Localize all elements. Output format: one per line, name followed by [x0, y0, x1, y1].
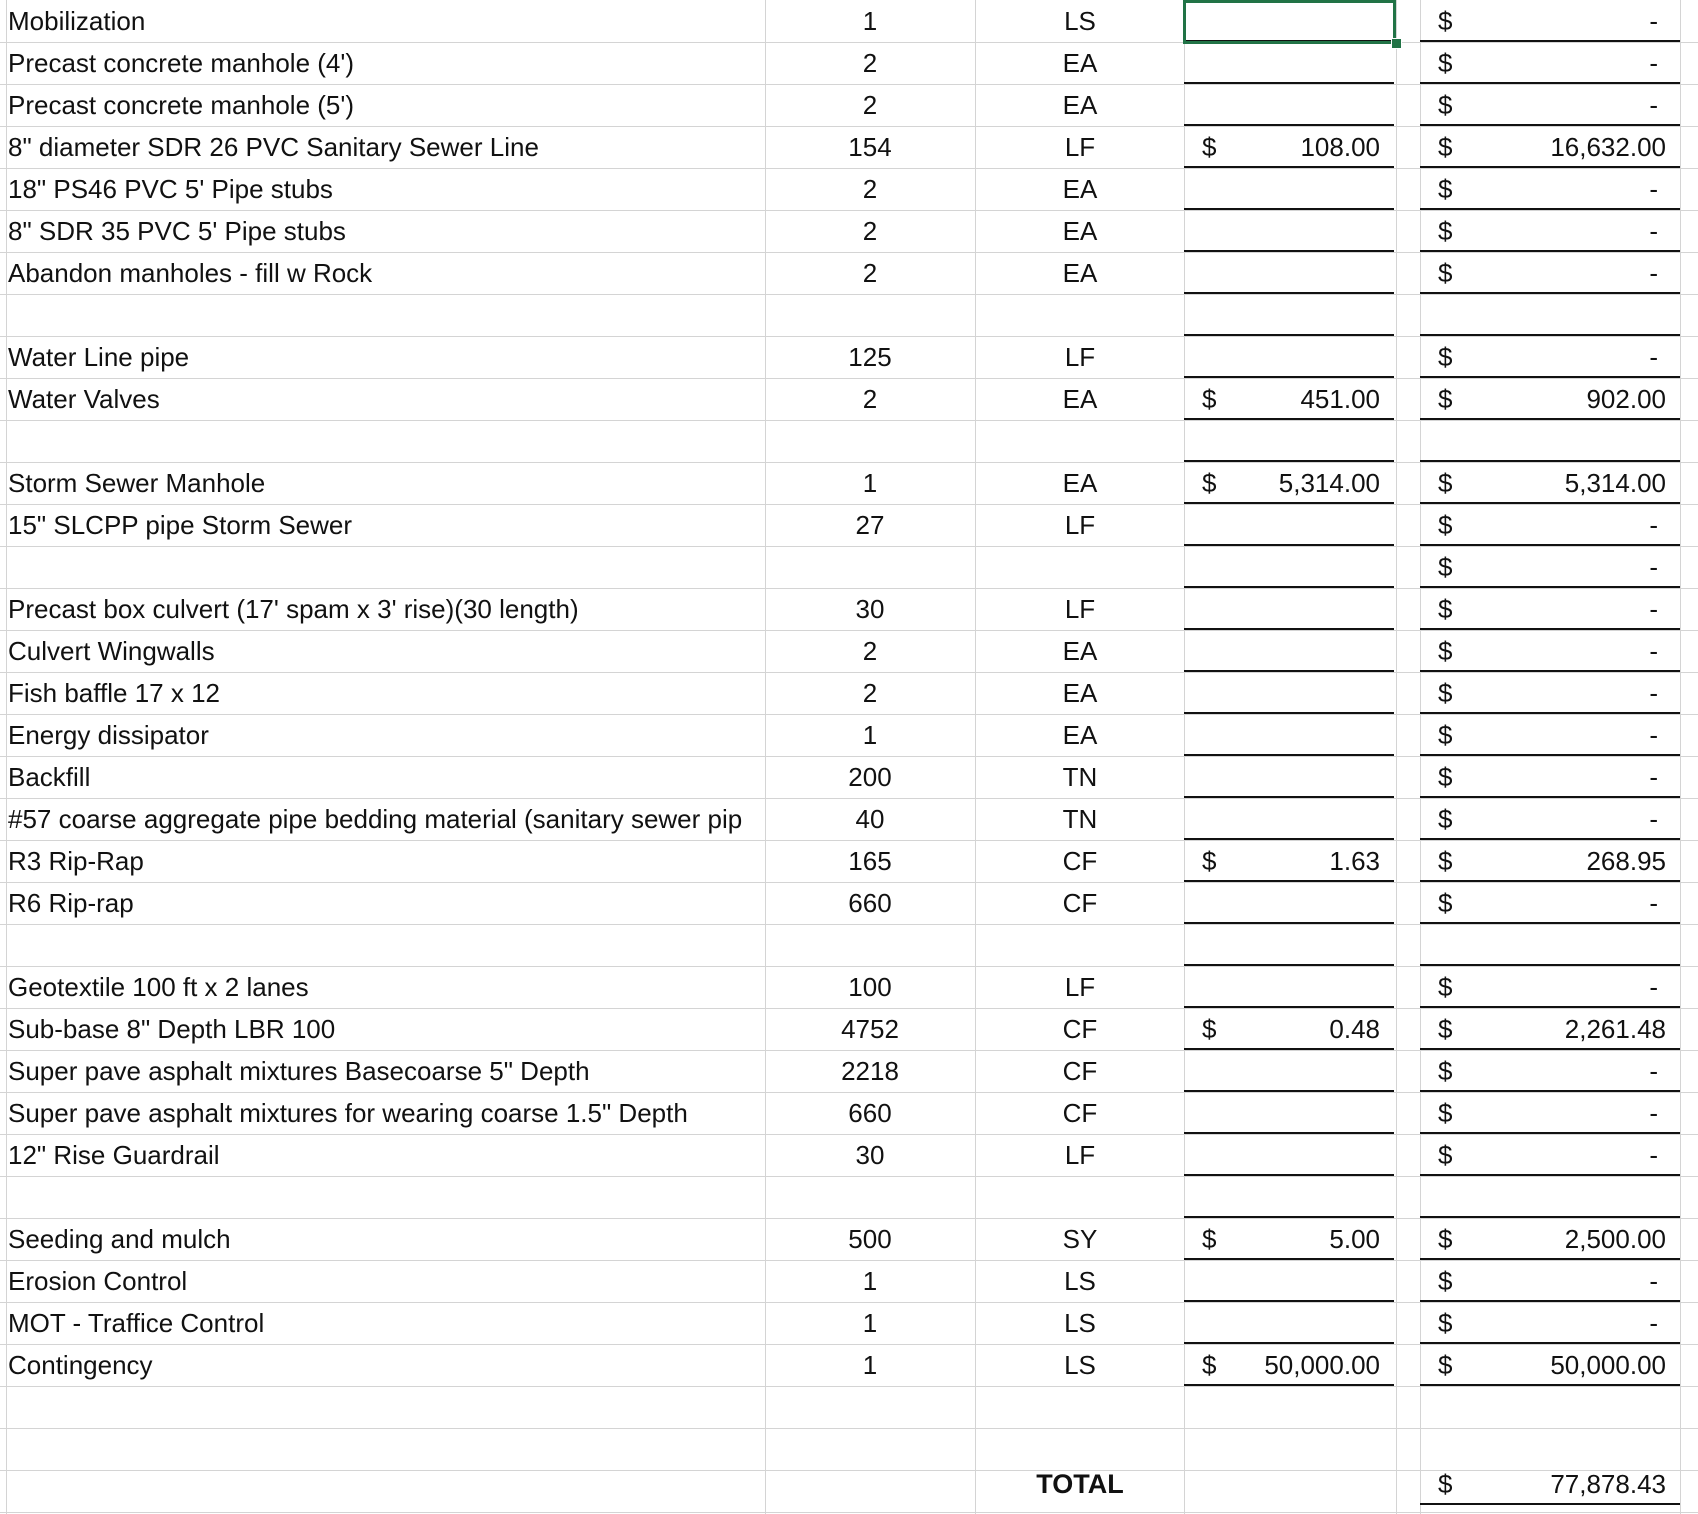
unit-price-cell[interactable] — [1184, 630, 1394, 672]
amount-cell[interactable] — [1420, 462, 1680, 504]
description-cell[interactable]: R6 Rip-rap — [8, 888, 134, 918]
unit-price-cell[interactable] — [1184, 1218, 1394, 1260]
unit-cell[interactable]: LS — [1064, 6, 1096, 36]
unit-cell[interactable]: LF — [1064, 510, 1096, 540]
amount-cell[interactable] — [1420, 168, 1680, 210]
table-row — [0, 798, 1698, 840]
quantity-cell[interactable] — [765, 924, 975, 966]
amount-currency: $ — [1438, 1140, 1453, 1170]
table-row — [0, 168, 1698, 210]
unit-cell[interactable]: CF — [1062, 888, 1098, 918]
amount-value: 5,314.00 — [1564, 468, 1666, 498]
amount-cell[interactable] — [1420, 1092, 1680, 1134]
amount-value: - — [1649, 1056, 1658, 1086]
amount-cell[interactable] — [1420, 672, 1680, 714]
description-cell[interactable] — [8, 420, 763, 462]
amount-currency: $ — [1438, 1056, 1453, 1086]
table-row — [0, 966, 1698, 1008]
amount-currency: $ — [1438, 720, 1453, 750]
unit-price-cell[interactable] — [1184, 672, 1394, 714]
amount-currency: $ — [1438, 6, 1453, 36]
amount-currency: $ — [1438, 1224, 1453, 1254]
amount-value: - — [1649, 762, 1658, 792]
table-row — [0, 84, 1698, 126]
unit-price-cell[interactable] — [1184, 168, 1394, 210]
amount-currency: $ — [1438, 174, 1453, 204]
amount-cell[interactable] — [1420, 630, 1680, 672]
amount-cell[interactable] — [1420, 294, 1680, 336]
unit-cell[interactable]: LF — [1064, 132, 1096, 162]
amount-currency: $ — [1438, 90, 1453, 120]
amount-value: - — [1649, 216, 1658, 246]
table-row — [0, 1260, 1698, 1302]
description-cell[interactable]: R3 Rip-Rap — [8, 846, 144, 876]
amount-value: - — [1649, 972, 1658, 1002]
unit-cell[interactable] — [975, 294, 1185, 336]
amount-currency: $ — [1438, 1266, 1453, 1296]
description-cell[interactable]: MOT - Traffice Control — [8, 1308, 265, 1338]
amount-cell[interactable] — [1420, 1302, 1680, 1344]
table-row — [0, 714, 1698, 756]
description-cell[interactable]: 8" SDR 35 PVC 5' Pipe stubs — [8, 216, 346, 246]
quantity-cell[interactable]: 2 — [862, 636, 878, 666]
amount-cell[interactable] — [1420, 420, 1680, 462]
amount-cell[interactable] — [1420, 714, 1680, 756]
amount-value: 2,261.48 — [1564, 1014, 1666, 1044]
description-cell[interactable]: Energy dissipator — [8, 720, 209, 750]
quantity-cell[interactable]: 2218 — [841, 1056, 899, 1086]
unit-cell[interactable] — [975, 420, 1185, 462]
amount-value: 16,632.00 — [1550, 132, 1666, 162]
total-label[interactable]: TOTAL — [1036, 1469, 1124, 1499]
unit-price: 0.48 — [1329, 1014, 1380, 1044]
amount-cell[interactable] — [1420, 1176, 1680, 1218]
amount-value: - — [1649, 48, 1658, 78]
amount-value: - — [1649, 258, 1658, 288]
quantity-cell[interactable]: 1 — [862, 468, 878, 498]
quantity-cell[interactable]: 154 — [848, 132, 892, 162]
unit-price-cell[interactable] — [1184, 1302, 1394, 1344]
description-cell[interactable]: Precast box culvert (17' spam x 3' rise)(30 length) — [8, 594, 579, 624]
row-gridline — [0, 1386, 1698, 1387]
unit-price-cell[interactable] — [1184, 546, 1394, 588]
amount-cell[interactable] — [1420, 126, 1680, 168]
unit-price-cell[interactable] — [1184, 378, 1394, 420]
unit-price: 5,314.00 — [1278, 468, 1380, 498]
description-cell[interactable]: Precast concrete manhole (4') — [8, 48, 355, 78]
amount-value: - — [1649, 594, 1658, 624]
table-row — [0, 924, 1698, 966]
description-cell[interactable]: Mobilization — [8, 6, 146, 36]
row-gridline — [0, 1428, 1698, 1429]
description-cell[interactable]: Storm Sewer Manhole — [8, 468, 266, 498]
amount-currency: $ — [1438, 972, 1453, 1002]
amount-cell[interactable] — [1420, 336, 1680, 378]
amount-cell[interactable] — [1420, 378, 1680, 420]
description-cell[interactable]: 8" diameter SDR 26 PVC Sanitary Sewer Line — [8, 132, 539, 162]
description-cell[interactable] — [8, 1176, 763, 1218]
amount-cell[interactable] — [1420, 756, 1680, 798]
unit-price-cell[interactable] — [1184, 714, 1394, 756]
quantity-cell[interactable] — [765, 546, 975, 588]
table-row — [0, 42, 1698, 84]
description-cell[interactable]: Backfill — [8, 762, 91, 792]
amount-currency: $ — [1438, 468, 1453, 498]
amount-cell[interactable] — [1420, 966, 1680, 1008]
quantity-cell[interactable]: 1 — [862, 1308, 878, 1338]
amount-value: - — [1649, 1140, 1658, 1170]
amount-cell[interactable] — [1420, 0, 1680, 42]
quantity-cell[interactable]: 30 — [855, 1140, 885, 1170]
quantity-cell[interactable]: 2 — [862, 258, 878, 288]
description-cell[interactable]: Water Line pipe — [8, 342, 190, 372]
amount-value: - — [1649, 720, 1658, 750]
amount-cell[interactable] — [1420, 1344, 1680, 1386]
unit-cell[interactable] — [975, 924, 1185, 966]
quantity-cell[interactable] — [765, 1176, 975, 1218]
quantity-cell[interactable]: 500 — [848, 1224, 892, 1254]
description-cell[interactable]: Contingency — [8, 1350, 153, 1380]
description-cell[interactable]: Water Valves — [8, 384, 160, 414]
price-currency: $ — [1202, 132, 1217, 162]
amount-currency: $ — [1438, 636, 1453, 666]
unit-price-cell[interactable] — [1184, 756, 1394, 798]
unit-price-cell[interactable] — [1184, 420, 1394, 462]
unit-cell[interactable]: EA — [1062, 720, 1098, 750]
amount-value: 50,000.00 — [1550, 1350, 1666, 1380]
unit-cell[interactable]: EA — [1062, 48, 1098, 78]
total-row — [0, 1463, 1698, 1505]
unit-price-cell[interactable] — [1184, 798, 1394, 840]
unit-price-cell[interactable] — [1184, 126, 1394, 168]
quantity-cell[interactable]: 1 — [862, 6, 878, 36]
quantity-cell[interactable]: 125 — [848, 342, 892, 372]
price-currency: $ — [1202, 846, 1217, 876]
unit-cell[interactable]: CF — [1062, 1098, 1098, 1128]
total-currency: $ — [1438, 1469, 1453, 1499]
unit-price-cell[interactable] — [1184, 1092, 1394, 1134]
unit-price-cell[interactable] — [1184, 1008, 1394, 1050]
description-cell[interactable]: Erosion Control — [8, 1266, 188, 1296]
unit-cell[interactable]: LF — [1064, 594, 1096, 624]
unit-price-cell[interactable] — [1184, 1344, 1394, 1386]
amount-cell[interactable] — [1420, 210, 1680, 252]
amount-cell[interactable] — [1420, 42, 1680, 84]
amount-currency: $ — [1438, 342, 1453, 372]
quantity-cell[interactable]: 1 — [862, 720, 878, 750]
fill-handle[interactable] — [1391, 38, 1402, 49]
table-row — [0, 336, 1698, 378]
total-amount: 77,878.43 — [1550, 1469, 1666, 1499]
description-cell[interactable] — [8, 924, 763, 966]
unit-cell[interactable]: LS — [1064, 1350, 1096, 1380]
amount-currency: $ — [1438, 510, 1453, 540]
amount-cell[interactable] — [1420, 252, 1680, 294]
quantity-cell[interactable]: 2 — [862, 90, 878, 120]
amount-currency: $ — [1438, 804, 1453, 834]
table-row — [0, 840, 1698, 882]
unit-cell[interactable]: TN — [1062, 762, 1098, 792]
amount-currency: $ — [1438, 678, 1453, 708]
amount-value: 268.95 — [1586, 846, 1666, 876]
amount-cell[interactable] — [1420, 882, 1680, 924]
table-row — [0, 672, 1698, 714]
description-cell[interactable]: #57 coarse aggregate pipe bedding material (sanitary sewer pip — [8, 804, 743, 834]
amount-currency: $ — [1438, 1098, 1453, 1128]
amount-value: - — [1649, 678, 1658, 708]
description-cell[interactable]: 18" PS46 PVC 5' Pipe stubs — [8, 174, 333, 204]
unit-price-cell[interactable] — [1184, 882, 1394, 924]
amount-value: - — [1649, 342, 1658, 372]
table-row — [0, 0, 1698, 42]
amount-value: - — [1649, 1098, 1658, 1128]
quantity-cell[interactable]: 2 — [862, 384, 878, 414]
table-row — [0, 1218, 1698, 1260]
description-cell[interactable]: 12" Rise Guardrail — [8, 1140, 220, 1170]
quantity-cell[interactable]: 1 — [862, 1266, 878, 1296]
amount-cell[interactable] — [1420, 588, 1680, 630]
unit-price-cell[interactable] — [1184, 1050, 1394, 1092]
quantity-cell[interactable]: 660 — [848, 1098, 892, 1128]
description-cell[interactable]: Sub-base 8" Depth LBR 100 — [8, 1014, 336, 1044]
unit-cell[interactable]: EA — [1062, 174, 1098, 204]
table-row — [0, 1050, 1698, 1092]
row-gridline — [0, 1512, 1698, 1513]
unit-cell[interactable]: EA — [1062, 90, 1098, 120]
price-currency: $ — [1202, 1014, 1217, 1044]
unit-price: 108.00 — [1300, 132, 1380, 162]
table-row — [0, 1134, 1698, 1176]
unit-price-cell[interactable] — [1184, 84, 1394, 126]
table-row — [0, 462, 1698, 504]
unit-price-cell[interactable] — [1184, 210, 1394, 252]
amount-value: - — [1649, 804, 1658, 834]
amount-currency: $ — [1438, 594, 1453, 624]
amount-value: 902.00 — [1586, 384, 1666, 414]
unit-cell[interactable]: EA — [1062, 384, 1098, 414]
amount-cell[interactable] — [1420, 84, 1680, 126]
unit-cell[interactable]: EA — [1062, 468, 1098, 498]
amount-currency: $ — [1438, 762, 1453, 792]
description-cell[interactable] — [8, 294, 763, 336]
unit-price-cell[interactable] — [1184, 1134, 1394, 1176]
price-currency: $ — [1202, 384, 1217, 414]
table-row — [0, 1176, 1698, 1218]
unit-price-cell[interactable] — [1184, 294, 1394, 336]
unit-cell[interactable]: EA — [1062, 678, 1098, 708]
quantity-cell[interactable]: 100 — [848, 972, 892, 1002]
quantity-cell[interactable]: 40 — [855, 804, 885, 834]
table-row — [0, 210, 1698, 252]
unit-cell[interactable] — [975, 1176, 1185, 1218]
total-amount-cell[interactable] — [1420, 1463, 1680, 1505]
description-cell[interactable]: Geotextile 100 ft x 2 lanes — [8, 972, 309, 1002]
amount-value: - — [1649, 552, 1658, 582]
selected-cell-outline[interactable] — [1183, 0, 1396, 44]
amount-currency: $ — [1438, 258, 1453, 288]
unit-price-cell[interactable] — [1184, 252, 1394, 294]
unit-cell[interactable]: LF — [1064, 1140, 1096, 1170]
quantity-cell[interactable]: 2 — [862, 174, 878, 204]
amount-currency: $ — [1438, 216, 1453, 246]
quantity-cell[interactable]: 1 — [862, 1350, 878, 1380]
price-currency: $ — [1202, 468, 1217, 498]
description-cell[interactable]: Precast concrete manhole (5') — [8, 90, 355, 120]
unit-price-cell[interactable] — [1184, 1260, 1394, 1302]
table-row — [0, 1344, 1698, 1386]
unit-price-cell[interactable] — [1184, 504, 1394, 546]
quantity-cell[interactable]: 2 — [862, 48, 878, 78]
amount-cell[interactable] — [1420, 504, 1680, 546]
unit-cell[interactable]: CF — [1062, 1014, 1098, 1044]
amount-currency: $ — [1438, 1308, 1453, 1338]
table-row — [0, 1302, 1698, 1344]
quantity-cell[interactable]: 4752 — [841, 1014, 899, 1044]
amount-value: - — [1649, 6, 1658, 36]
description-cell[interactable]: Super pave asphalt mixtures for wearing coarse 1.5" Depth — [8, 1098, 688, 1128]
amount-value: - — [1649, 510, 1658, 540]
quantity-cell[interactable] — [765, 294, 975, 336]
unit-cell[interactable]: LS — [1064, 1266, 1096, 1296]
description-cell[interactable]: Culvert Wingwalls — [8, 636, 215, 666]
quantity-cell[interactable]: 200 — [848, 762, 892, 792]
table-row — [0, 756, 1698, 798]
amount-cell[interactable] — [1420, 924, 1680, 966]
unit-price-cell[interactable] — [1184, 966, 1394, 1008]
table-row — [0, 504, 1698, 546]
amount-currency: $ — [1438, 888, 1453, 918]
amount-cell[interactable] — [1420, 1134, 1680, 1176]
amount-currency: $ — [1438, 846, 1453, 876]
table-row — [0, 882, 1698, 924]
table-row — [0, 294, 1698, 336]
amount-cell[interactable] — [1420, 798, 1680, 840]
unit-price: 451.00 — [1300, 384, 1380, 414]
amount-cell[interactable] — [1420, 1008, 1680, 1050]
amount-currency: $ — [1438, 1014, 1453, 1044]
unit-cell[interactable]: SY — [1062, 1224, 1098, 1254]
quantity-cell[interactable]: 2 — [862, 678, 878, 708]
table-row — [0, 630, 1698, 672]
table-row — [0, 1008, 1698, 1050]
unit-price-cell[interactable] — [1184, 336, 1394, 378]
quantity-cell[interactable] — [765, 420, 975, 462]
amount-currency: $ — [1438, 132, 1453, 162]
description-cell[interactable]: Super pave asphalt mixtures Basecoarse 5" Depth — [8, 1056, 590, 1086]
amount-value: - — [1649, 90, 1658, 120]
unit-price-cell[interactable] — [1184, 588, 1394, 630]
unit-price: 1.63 — [1329, 846, 1380, 876]
unit-cell[interactable]: EA — [1062, 258, 1098, 288]
quantity-cell[interactable]: 30 — [855, 594, 885, 624]
amount-cell[interactable] — [1420, 1260, 1680, 1302]
unit-price: 50,000.00 — [1264, 1350, 1380, 1380]
price-currency: $ — [1202, 1350, 1217, 1380]
table-row — [0, 588, 1698, 630]
table-row — [0, 126, 1698, 168]
unit-cell[interactable]: LS — [1064, 1308, 1096, 1338]
description-cell[interactable]: Abandon manholes - fill w Rock — [8, 258, 373, 288]
unit-cell[interactable]: EA — [1062, 636, 1098, 666]
amount-cell[interactable] — [1420, 840, 1680, 882]
amount-value: - — [1649, 636, 1658, 666]
unit-cell[interactable]: EA — [1062, 216, 1098, 246]
amount-currency: $ — [1438, 48, 1453, 78]
unit-price-cell[interactable] — [1184, 1176, 1394, 1218]
table-row — [0, 378, 1698, 420]
table-row — [0, 1092, 1698, 1134]
amount-cell[interactable] — [1420, 1050, 1680, 1092]
unit-price-cell[interactable] — [1184, 462, 1394, 504]
description-cell[interactable] — [8, 546, 763, 588]
unit-price: 5.00 — [1329, 1224, 1380, 1254]
quantity-cell[interactable]: 660 — [848, 888, 892, 918]
table-row — [0, 546, 1698, 588]
table-row — [0, 252, 1698, 294]
quantity-cell[interactable]: 27 — [855, 510, 885, 540]
amount-cell[interactable] — [1420, 546, 1680, 588]
description-cell[interactable]: Seeding and mulch — [8, 1224, 231, 1254]
amount-currency: $ — [1438, 1350, 1453, 1380]
amount-cell[interactable] — [1420, 1218, 1680, 1260]
amount-currency: $ — [1438, 384, 1453, 414]
quantity-cell[interactable]: 2 — [862, 216, 878, 246]
table-row — [0, 420, 1698, 462]
unit-price-cell[interactable] — [1184, 924, 1394, 966]
unit-cell[interactable] — [975, 546, 1185, 588]
amount-value: - — [1649, 1308, 1658, 1338]
amount-value: 2,500.00 — [1564, 1224, 1666, 1254]
quantity-cell[interactable]: 165 — [848, 846, 892, 876]
amount-value: - — [1649, 174, 1658, 204]
unit-price-cell[interactable] — [1184, 42, 1394, 84]
description-cell[interactable]: 15" SLCPP pipe Storm Sewer — [8, 510, 353, 540]
amount-value: - — [1649, 888, 1658, 918]
unit-price-cell[interactable] — [1184, 840, 1394, 882]
amount-currency: $ — [1438, 552, 1453, 582]
unit-cell[interactable]: CF — [1062, 846, 1098, 876]
description-cell[interactable]: Fish baffle 17 x 12 — [8, 678, 220, 708]
unit-cell[interactable]: LF — [1064, 342, 1096, 372]
unit-cell[interactable]: TN — [1062, 804, 1098, 834]
price-currency: $ — [1202, 1224, 1217, 1254]
unit-cell[interactable]: LF — [1064, 972, 1096, 1002]
amount-value: - — [1649, 1266, 1658, 1296]
unit-cell[interactable]: CF — [1062, 1056, 1098, 1086]
